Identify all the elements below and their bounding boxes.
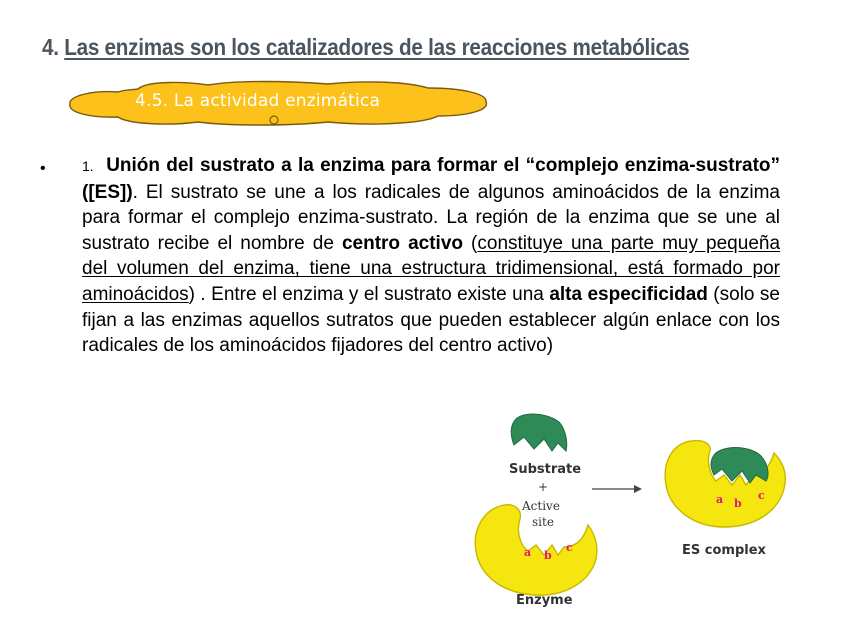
text-part-2: ( [463, 232, 478, 254]
text-part-4: (solo se fijan a las enzimas aquellos sutratos que pueden establecer algún enlace con los radicales de los aminoácidos fijadores del centro activo) [82, 283, 780, 357]
bullet-dot: • [40, 160, 46, 177]
text-part-3: ) . Entre el enzima y el sustrato existe una [188, 283, 550, 305]
title-text: Las enzimas son los catalizadores de las reacciones metabólicas [64, 34, 690, 60]
es-site-a: a [716, 493, 724, 506]
enzyme-label: Enzyme [516, 593, 573, 608]
active-site-label-line2: site [532, 515, 554, 529]
enzyme-site-b: b [544, 549, 552, 562]
section-cloud-label: 4.5. La actividad enzimática [135, 91, 381, 111]
bullet-index: 1. [82, 158, 94, 174]
es-site-c: c [758, 489, 765, 502]
es-site-b: b [734, 497, 742, 510]
bold-lead: Unión del sustrato a la enzima para formar el “complejo enzima-sustrato” ([ES]) [82, 155, 780, 203]
substrate-shape [511, 414, 567, 451]
es-complex-label: ES complex [682, 543, 766, 558]
text-part-1: . El sustrato se une a los radicales de algunos aminoácidos de la enzima para formar el complejo enzima-sustrato. La región de la enzima que se une al sustrato recibe el nombre de [82, 181, 780, 254]
title-number: 4. [42, 34, 59, 60]
plus-sign: + [538, 480, 549, 494]
active-site-label-line1: Active [522, 499, 560, 513]
enzyme-site-c: c [566, 541, 573, 554]
bold-centro-activo: centro activo [341, 232, 463, 254]
bold-especificidad: alta especificidad [549, 283, 708, 305]
underlined-text: constituye una parte muy pequeña del volumen del enzima, tiene una estructura tridimensional, está formado por aminoácidos [82, 232, 781, 305]
figure-drawing [464, 405, 804, 620]
substrate-label: Substrate [509, 462, 582, 477]
enzyme-substrate-figure [464, 405, 804, 620]
page-title [42, 34, 689, 61]
enzyme-site-a: a [524, 546, 532, 559]
bullet-paragraph [82, 153, 780, 359]
